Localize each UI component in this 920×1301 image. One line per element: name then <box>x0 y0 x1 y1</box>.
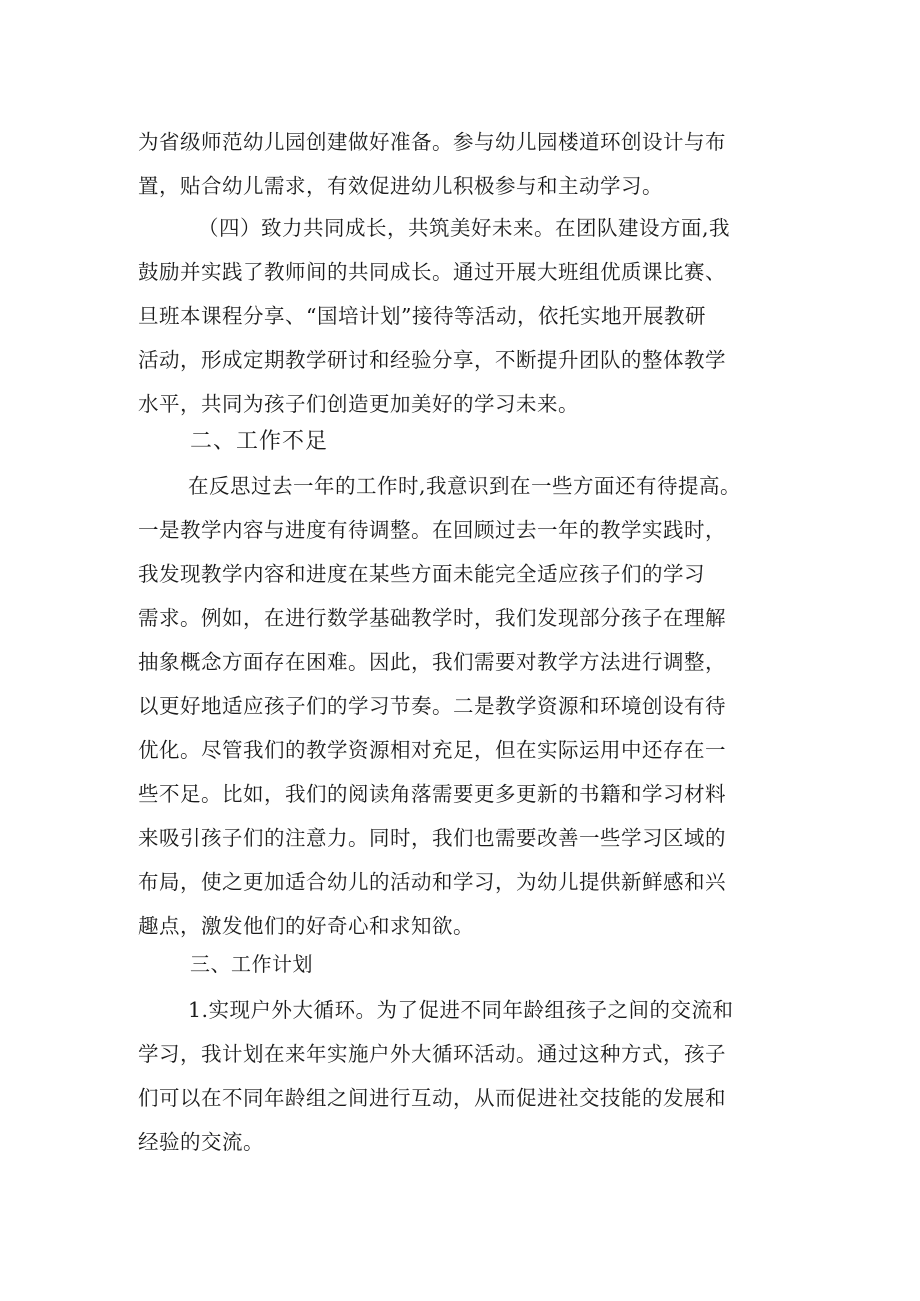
paragraph-2 <box>138 206 788 426</box>
section-heading-shortcomings <box>138 420 788 464</box>
text-line: 一是教学内容与进度有待调整。在回顾过去一年的教学实践时， <box>138 518 726 542</box>
text-line: 需求。例如，在进行数学基础教学时，我们发现部分孩子在理解 <box>138 606 726 630</box>
paragraph-3 <box>138 464 788 948</box>
text-line: 在反思过去一年的工作时,我意识到在一些方面还有待提高。 <box>188 474 742 498</box>
text-line: 鼓励并实践了教师间的共同成长。通过开展大班组优质课比赛、 <box>138 260 726 284</box>
text-line: 1.实现户外大循环。为了促进不同年龄组孩子之间的交流和 <box>188 998 734 1022</box>
section-heading: 三、工作计划 <box>190 952 313 976</box>
section-heading-plan <box>138 942 788 986</box>
text-line: 布局，使之更加适合幼儿的活动和学习，为幼儿提供新鲜感和兴 <box>138 870 726 894</box>
text-line: 旦班本课程分享、“国培计划”接待等活动，依托实地开展教研 <box>138 304 706 328</box>
text-line: 活动，形成定期教学研讨和经验分享，不断提升团队的整体教学 <box>138 348 726 372</box>
text-line: 来吸引孩子们的注意力。同时，我们也需要改善一些学习区域的 <box>138 826 726 850</box>
paragraph-4 <box>138 988 788 1164</box>
text-line: 水平，共同为孩子们创造更加美好的学习未来。 <box>138 392 579 416</box>
text-line: 抽象概念方面存在困难。因此，我们需要对教学方法进行调整， <box>138 650 726 674</box>
text-line: 我发现教学内容和进度在某些方面未能完全适应孩子们的学习 <box>138 562 705 586</box>
section-heading: 二、工作不足 <box>190 429 329 454</box>
text-line: 经验的交流。 <box>138 1130 264 1154</box>
text-line: 趣点，激发他们的好奇心和求知欲。 <box>138 914 474 938</box>
text-line: 些不足。比如，我们的阅读角落需要更多更新的书籍和学习材料 <box>138 782 726 806</box>
text-line: 学习，我计划在来年实施户外大循环活动。通过这种方式，孩子 <box>138 1042 726 1066</box>
text-line: （四）致力共同成长，共筑美好未来。在团队建设方面,我 <box>198 216 731 240</box>
text-line: 们可以在不同年龄组之间进行互动，从而促进社交技能的发展和 <box>138 1086 726 1110</box>
text-line: 以更好地适应孩子们的学习节奏。二是教学资源和环境创设有待 <box>138 694 726 718</box>
paragraph-1 <box>138 120 788 208</box>
text-line: 为省级师范幼儿园创建做好准备。参与幼儿园楼道环创设计与布 <box>138 130 726 154</box>
text-line: 优化。尽管我们的教学资源相对充足，但在实际运用中还存在一 <box>138 738 726 762</box>
text-line: 置，贴合幼儿需求，有效促进幼儿积极参与和主动学习。 <box>138 174 663 198</box>
